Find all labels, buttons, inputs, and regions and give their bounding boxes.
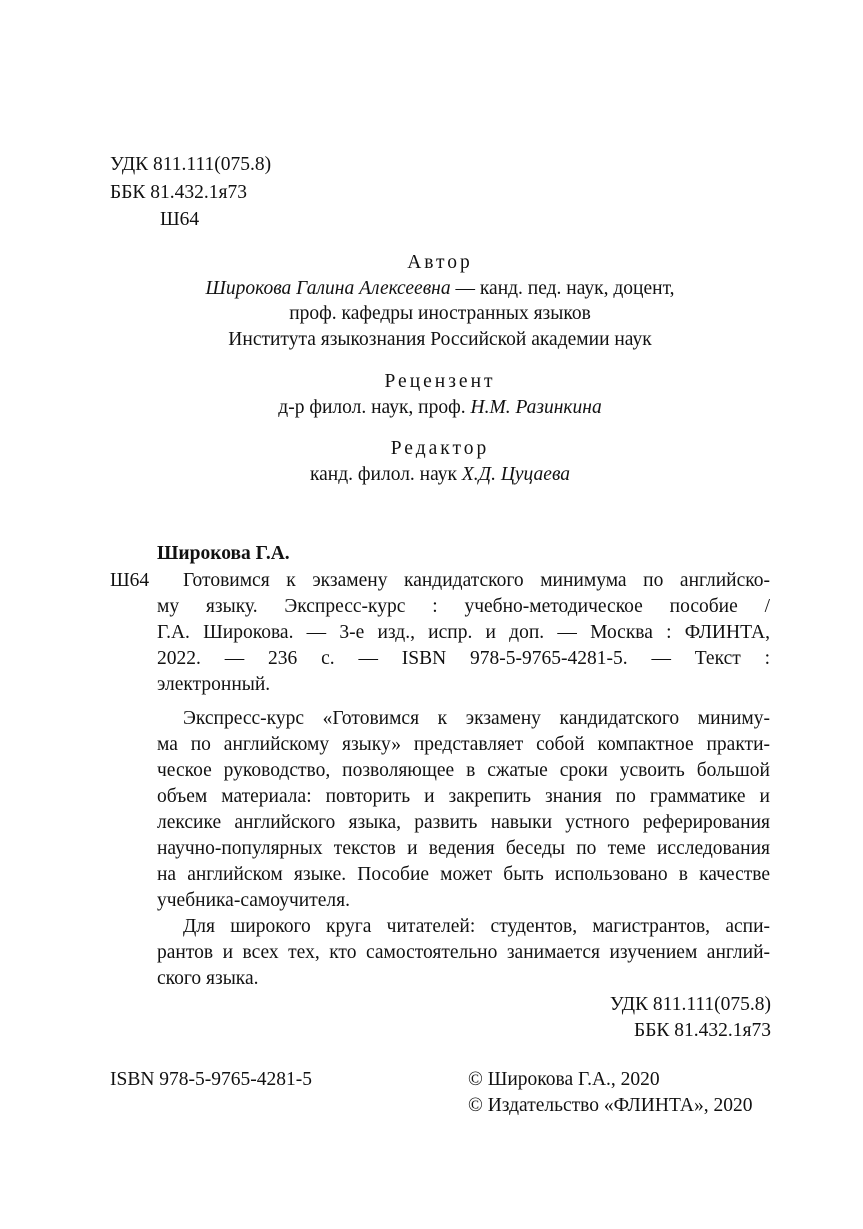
editor-prefix: канд. филол. наук [309,464,462,485]
reviewer-heading: Рецензент [384,371,496,392]
annotation-p1-line-4: объем материала: повторить и закрепить знания по грамматике и [157,786,770,807]
annotation-p1-line-1: Экспресс-курс «Готовимся к экзамену кандидатского миниму- [183,708,770,729]
author-line-2: проф. кафедры иностранных языков [289,303,591,324]
annotation-p2-line-2: рантов и всех тех, кто самостоятельно занимается изучением англий- [157,942,770,963]
editor-heading: Редактор [390,438,490,459]
record-line-1: Готовимся к экзамену кандидатского минимума по английско- [183,570,770,591]
udk-code: УДК 811.111(075.8) [110,154,272,175]
footer-udk-code: УДК 811.111(075.8) [609,994,771,1015]
record-line-5: электронный. [157,674,271,695]
record-line-4: 2022. — 236 с. — ISBN 978-5-9765-4281-5. — Текст : [157,648,770,669]
footer-bbk-code: ББК 81.432.1я73 [634,1020,771,1041]
record-line-3: Г.А. Широкова. — 3-е изд., испр. и доп. — Москва : ФЛИНТА, [157,622,770,643]
record-mark: Ш64 [110,570,150,591]
author-line-3: Института языкознания Российской академии наук [228,329,652,350]
author-heading: Автор [407,252,473,273]
reviewer-line [110,395,770,421]
annotation-p1-line-3: ческое руководство, позволяющее в сжатые сроки усвоить большой [157,760,770,781]
annotation-p1-line-5: лексике английского языка, развить навыки устного реферирования [157,812,770,833]
annotation-p1-line-6: научно-популярных текстов и ведения беседы по теме исследования [157,838,770,859]
isbn: ISBN 978-5-9765-4281-5 [110,1069,313,1090]
reviewer-prefix: д-р филол. наук, проф. [278,397,471,418]
author-name: Широкова Галина Алексеевна [205,278,451,299]
bbk-code: ББК 81.432.1я73 [110,182,247,203]
copyright-publisher: © Издательство «ФЛИНТА», 2020 [468,1095,753,1116]
annotation-p1-line-8: учебника-самоучителя. [157,890,350,911]
annotation-p1-line-7: на английском языке. Пособие может быть использовано в качестве [157,864,770,885]
record-line-2: му языку. Экспресс-курс : учебно-методическое пособие / [157,596,770,617]
copyright-author: © Широкова Г.А., 2020 [468,1069,660,1090]
editor-name: Х.Д. Цуцаева [461,464,571,485]
annotation-p2-line-1: Для широкого круга читателей: студентов, магистрантов, аспи- [183,916,770,937]
editor-line [110,462,770,488]
author-line-1 [110,276,770,302]
author-title-rest: — канд. пед. наук, доцент, [450,278,675,299]
reviewer-name: Н.М. Разинкина [470,397,602,418]
author-mark: Ш64 [160,209,200,230]
record-author-heading: Широкова Г.А. [157,543,290,564]
annotation-p1-line-2: ма по английскому языку» представляет собой компактное практи- [157,734,770,755]
annotation-p2-line-3: ского языка. [157,968,259,989]
